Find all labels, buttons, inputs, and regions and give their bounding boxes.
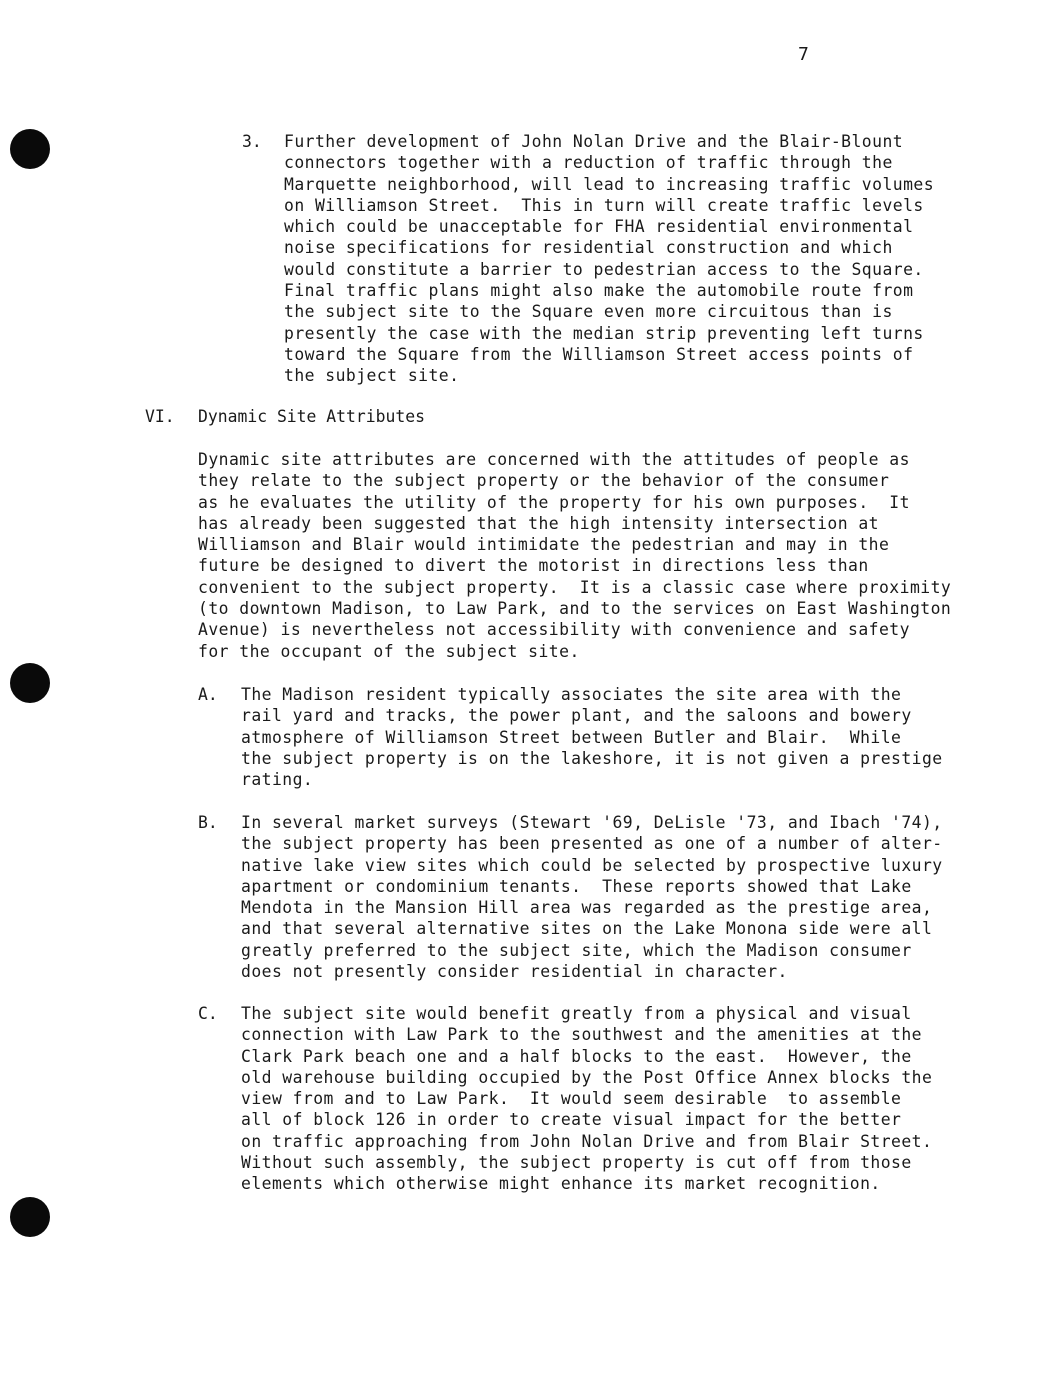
item-3-line: the subject site to the Square even more circuitous than is: [284, 302, 893, 322]
item-3-line: on Williamson Street. This in turn will create traffic levels: [284, 195, 924, 215]
intro-line: they relate to the subject property or the behavior of the consumer: [198, 471, 890, 491]
item-c-line: all of block 126 in order to create visual impact for the better: [241, 1110, 902, 1130]
item-c-line: Clark Park beach one and a half blocks to the east. However, the: [241, 1046, 912, 1066]
intro-line: future be designed to divert the motorist in directions less than: [198, 556, 869, 576]
punch-hole-top: [10, 129, 50, 169]
item-b-paragraph: [241, 812, 943, 982]
item-a-label: A.: [198, 685, 218, 704]
item-b-line: Mendota in the Mansion Hill area was regarded as the prestige area,: [241, 898, 933, 918]
item-3-line: would constitute a barrier to pedestrian access to the Square.: [284, 259, 924, 279]
item-b-line: does not presently consider residential in character.: [241, 962, 788, 982]
intro-line: Dynamic site attributes are concerned with the attitudes of people as: [198, 450, 910, 469]
item-b-line: and that several alternative sites on the Lake Monona side were all: [241, 919, 933, 939]
item-b-line: native lake view sites which could be selected by prospective luxury: [241, 855, 943, 875]
item-3-line: toward the Square from the Williamson Street access points of: [284, 344, 914, 364]
item-3-line: which could be unacceptable for FHA residential environmental: [284, 217, 914, 237]
intro-line: for the occupant of the subject site.: [198, 641, 580, 661]
item-a-line: atmosphere of Williamson Street between Butler and Blair. While: [241, 727, 902, 747]
intro-line: Avenue) is nevertheless not accessibility with convenience and safety: [198, 620, 910, 640]
item-c-line: view from and to Law Park. It would seem desirable to assemble: [241, 1089, 902, 1109]
intro-line: as he evaluates the utility of the property for his own purposes. It: [198, 492, 910, 512]
item-3-line: the subject site.: [284, 366, 460, 386]
item-3-line: Marquette neighborhood, will lead to increasing traffic volumes: [284, 174, 935, 194]
item-b-line: apartment or condominium tenants. These reports showed that Lake: [241, 876, 912, 896]
item-c-line: elements which otherwise might enhance its market recognition.: [241, 1174, 881, 1194]
item-b-label: B.: [198, 813, 218, 832]
item-3-line: noise specifications for residential construction and which: [284, 238, 893, 258]
item-c-line: on traffic approaching from John Nolan Drive and from Blair Street.: [241, 1131, 933, 1151]
item-3-label: 3.: [242, 132, 262, 151]
item-a-line: the subject property is on the lakeshore, it is not given a prestige: [241, 748, 943, 768]
punch-hole-bottom: [10, 1197, 50, 1237]
item-c-label: C.: [198, 1004, 218, 1023]
section-numeral: VI.: [145, 407, 175, 426]
item-c-line: The subject site would benefit greatly from a physical and visual: [241, 1004, 912, 1023]
item-b-line: In several market surveys (Stewart '69, DeLisle '73, and Ibach '74),: [241, 813, 943, 832]
item-a-line: rail yard and tracks, the power plant, and the saloons and bowery: [241, 706, 912, 726]
intro-line: (to downtown Madison, to Law Park, and to the services on East Washington: [198, 599, 952, 619]
item-3-paragraph: [284, 131, 934, 387]
intro-line: has already been suggested that the high intensity intersection at: [198, 513, 879, 533]
item-b-line: the subject property has been presented as one of a number of alter-: [241, 834, 943, 854]
item-c-line: Without such assembly, the subject property is cut off from those: [241, 1153, 912, 1173]
section-intro-paragraph: [198, 449, 951, 662]
item-3-line: presently the case with the median strip preventing left turns: [284, 323, 924, 343]
item-c-paragraph: [241, 1003, 932, 1195]
item-3-line: Further development of John Nolan Drive and the Blair-Blount: [284, 132, 904, 151]
item-a-paragraph: [241, 684, 943, 790]
intro-line: Williamson and Blair would intimidate the pedestrian and may in the: [198, 535, 890, 555]
item-a-line: rating.: [241, 770, 314, 790]
item-3-line: connectors together with a reduction of traffic through the: [284, 153, 893, 173]
item-b-line: greatly preferred to the subject site, which the Madison consumer: [241, 940, 912, 960]
intro-line: convenient to the subject property. It is a classic case where proximity: [198, 577, 952, 597]
item-3-line: Final traffic plans might also make the automobile route from: [284, 281, 914, 301]
page-number: 7: [798, 44, 809, 65]
item-c-line: connection with Law Park to the southwest and the amenities at the: [241, 1025, 922, 1045]
item-c-line: old warehouse building occupied by the Post Office Annex blocks the: [241, 1067, 933, 1087]
section-heading: Dynamic Site Attributes: [198, 407, 425, 426]
item-a-line: The Madison resident typically associates the site area with the: [241, 685, 902, 704]
punch-hole-middle: [10, 663, 50, 703]
